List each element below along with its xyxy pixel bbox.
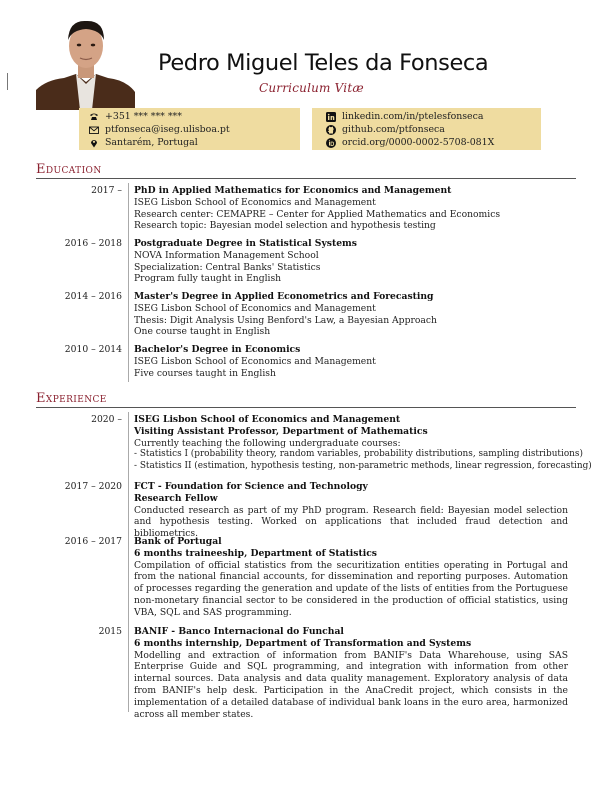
organization-name: Bank of Portugal [134, 536, 222, 547]
education-date: 2014 – 2016 [64, 291, 122, 302]
entry-line: Research center: CEMAPRE – Center for Applied Mathematics and Economics [134, 208, 501, 220]
experience-date: 2017 – 2020 [64, 481, 122, 492]
job-role: 6 months internship, Department of Transformation and Systems [134, 637, 472, 649]
experience-date: 2015 [98, 626, 122, 637]
margin-mark [7, 73, 8, 90]
contact-box-left [79, 108, 300, 150]
map-marker-icon [89, 138, 99, 148]
job-description: Compilation of official statistics from the securitization entities operating in Portugal and from the national financial accounts, for dissemination and reporting purposes. Automation of processes regarding the generation and update of the lists of entities from the Portuguese non-monetary financial sector to be considered in the production of official statistics, using VBA, SQL and SAS programming. [134, 559, 568, 618]
orcid-link[interactable]: orcid.org/0000-0002-5708-081X [342, 137, 495, 148]
experience-date: 2020 – [91, 414, 122, 425]
location-text: Santarém, Portugal [105, 137, 198, 148]
degree-title: Master's Degree in Applied Econometrics and Forecasting [134, 291, 434, 302]
phone-row [89, 111, 182, 122]
profile-photo [36, 10, 135, 110]
cv-subtitle: Curriculum Vitæ [259, 81, 364, 95]
degree-title: Postgraduate Degree in Statistical Systems [134, 238, 357, 249]
entry-line: ISEG Lisbon School of Economics and Management [134, 302, 376, 314]
education-entry-bachelor [134, 344, 568, 379]
education-entry-postgrad [134, 238, 568, 285]
degree-title: Bachelor's Degree in Economics [134, 344, 301, 355]
entry-line: Program fully taught in English [134, 273, 282, 285]
entry-line: - Statistics I (probability theory, random variables, probability distributions, sampling distributions) [134, 449, 583, 460]
experience-entry-fct [134, 481, 568, 540]
education-date: 2016 – 2018 [64, 238, 122, 249]
education-date: 2017 – [91, 185, 122, 196]
entry-line: - Statistics II (estimation, hypothesis testing, non-parametric methods, linear regression, forecasting) [134, 461, 592, 472]
education-entry-phd [134, 185, 568, 232]
contact-box-right [312, 108, 541, 150]
github-link[interactable]: github.com/ptfonseca [342, 124, 445, 135]
entry-line: One course taught in English [134, 326, 271, 338]
entry-line: Currently teaching the following undergraduate courses: [134, 437, 401, 449]
experience-entry-bank-of-portugal [134, 536, 568, 619]
orcid-icon [326, 138, 336, 148]
github-icon [326, 125, 336, 135]
education-timeline [128, 183, 129, 382]
job-description: Conducted research as part of my PhD program. Research field: Bayesian model selection and hypothesis testing. Worked on applications that included fraud detection and bibliometrics. [134, 504, 568, 540]
experience-timeline [128, 412, 129, 712]
experience-entry-banif [134, 626, 568, 720]
envelope-icon [89, 125, 99, 135]
phone-number: +351 *** *** *** [105, 111, 182, 122]
job-role: 6 months traineeship, Department of Statistics [134, 547, 377, 559]
email-link[interactable]: ptfonseca@iseg.ulisboa.pt [105, 124, 230, 135]
location-row [89, 137, 198, 148]
entry-line: ISEG Lisbon School of Economics and Management [134, 196, 376, 208]
person-name: Pedro Miguel Teles da Fonseca [158, 50, 489, 76]
entry-line: ISEG Lisbon School of Economics and Management [134, 355, 376, 367]
entry-line: Research topic: Bayesian model selection and hypothesis testing [134, 220, 436, 232]
degree-title: PhD in Applied Mathematics for Economics and Management [134, 185, 452, 196]
experience-entry-iseg [134, 414, 592, 473]
linkedin-icon [326, 112, 336, 122]
github-row [326, 124, 445, 135]
orcid-row [326, 137, 494, 148]
organization-name: ISEG Lisbon School of Economics and Management [134, 414, 401, 425]
experience-date: 2016 – 2017 [64, 536, 122, 547]
education-rule [36, 178, 576, 179]
entry-line: Specialization: Central Banks' Statistics [134, 261, 321, 273]
job-role: Visiting Assistant Professor, Department of Mathematics [134, 425, 428, 437]
experience-rule [36, 407, 576, 408]
entry-line: NOVA Information Management School [134, 249, 319, 261]
entry-line: Thesis: Digit Analysis Using Benford's Law, a Bayesian Approach [134, 314, 437, 326]
job-role: Research Fellow [134, 492, 218, 504]
email-row [89, 124, 230, 135]
education-entry-masters [134, 291, 568, 338]
education-heading: Education [36, 162, 102, 177]
linkedin-link[interactable]: linkedin.com/in/ptelesfonseca [342, 111, 484, 122]
education-date: 2010 – 2014 [64, 344, 122, 355]
experience-heading: Experience [36, 391, 107, 406]
phone-icon [89, 112, 99, 122]
entry-line: Five courses taught in English [134, 367, 276, 379]
organization-name: BANIF - Banco Internacional do Funchal [134, 626, 344, 637]
organization-name: FCT - Foundation for Science and Technology [134, 481, 368, 492]
job-description: Modelling and extraction of information from BANIF's Data Wharehouse, using SAS Enterprise Guide and SQL programming, and integration with information from other internal sources. Data analysis and data quality management. Exploratory analysis of data from BANIF's help desk. Participation in the AnaCredit project, which consists in the implementation of a detailed database of individual bank loans in the euro area, harmonized across all member states. [134, 649, 568, 720]
linkedin-row [326, 111, 483, 122]
